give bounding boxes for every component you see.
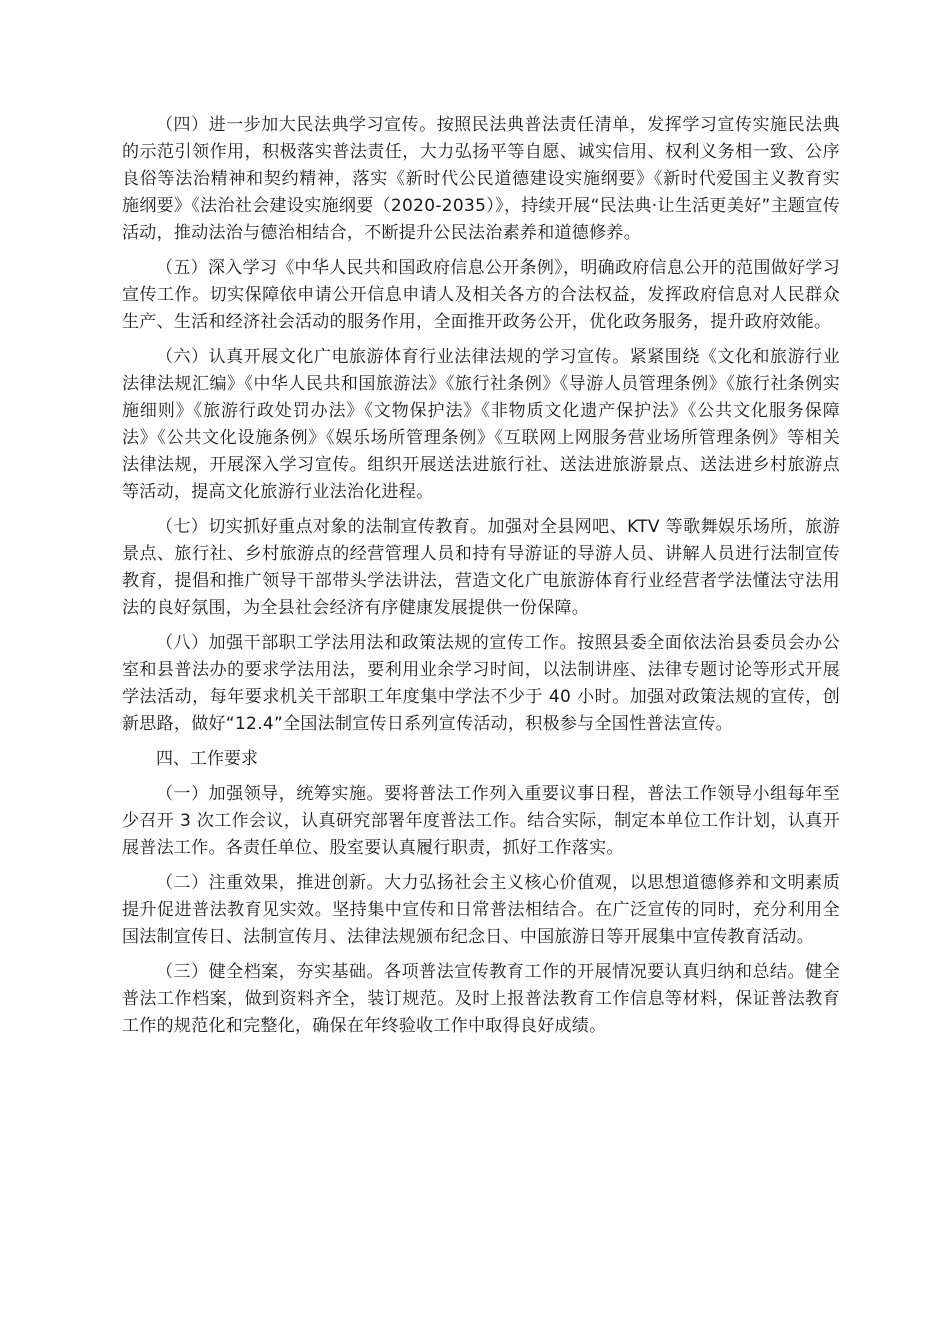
paragraph-4: （四）进一步加大民法典学习宣传。按照民法典普法责任清单，发挥学习宣传实施民法典的示范引领作用，积极落实普法责任，大力弘扬平等自愿、诚实信用、权利义务相一致、公序良俗等法治精神和契约精神，落实《新时代公民道德建设实施纲要》《新时代爱国主义教育实施纲要》《法治社会建设实施纲要（2020-2035）》，持续开展“民法典·让生活更美好”主题宣传活动，推动法治与德治相结合，不断提升公民法治素养和道德修养。 <box>122 115 840 243</box>
requirement-1: （一）加强领导，统筹实施。要将普法工作列入重要议事日程，普法工作领导小组每年至少召开 3 次工作会议，认真研究部署年度普法工作。结合实际，制定本单位工作计划，认真开展普法工作。各责任单位、股室要认真履行职责，抓好工作落实。 <box>122 784 840 858</box>
paragraph-8: （八）加强干部职工学法用法和政策法规的宣传工作。按照县委全面依法治县委员会办公室和县普法办的要求学法用法，要利用业余学习时间，以法制讲座、法律专题讨论等形式开展学法活动，每年要求机关干部职工年度集中学法不少于 40 小时。加强对政策法规的宣传，创新思路，做好“12.4”全国法制宣传日系列宣传活动，积极参与全国性普法宣传。 <box>122 633 840 734</box>
requirement-3: （三）健全档案，夯实基础。各项普法宣传教育工作的开展情况要认真归纳和总结。健全普法工作档案，做到资料齐全，装订规范。及时上报普法教育工作信息等材料，保证普法教育工作的规范化和完整化，确保在年终验收工作中取得良好成绩。 <box>122 962 840 1036</box>
paragraph-5: （五）深入学习《中华人民共和国政府信息公开条例》，明确政府信息公开的范围做好学习宣传工作。切实保障依申请公开信息申请人及相关各方的合法权益，发挥政府信息对人民群众生产、生活和经济社会活动的服务作用，全面推开政务公开，优化政务服务，提升政府效能。 <box>122 258 840 332</box>
paragraph-7: （七）切实抓好重点对象的法制宣传教育。加强对全县网吧、KTV 等歌舞娱乐场所，旅游景点、旅行社、乡村旅游点的经营管理人员和持有导游证的导游人员、讲解人员进行法制宣传教育，提倡和推广领导干部带头学法讲法，营造文化广电旅游体育行业经营者学法懂法守法用法的良好氛围，为全县社会经济有序健康发展提供一份保障。 <box>122 517 840 618</box>
requirement-2: （二）注重效果，推进创新。大力弘扬社会主义核心价值观，以思想道德修养和文明素质提升促进普法教育见实效。坚持集中宣传和日常普法相结合。在广泛宣传的同时，充分利用全国法制宣传日、法制宣传月、法律法规颁布纪念日、中国旅游日等开展集中宣传教育活动。 <box>122 873 840 947</box>
section-heading: 四、工作要求 <box>156 749 258 769</box>
paragraph-6: （六）认真开展文化广电旅游体育行业法律法规的学习宣传。紧紧围绕《文化和旅游行业法律法规汇编》《中华人民共和国旅游法》《旅行社条例》《导游人员管理条例》《旅行社条例实施细则》《旅游行政处罚办法》《文物保护法》《非物质文化遗产保护法》《公共文化服务保障法》《公共文化设施条例》《娱乐场所管理条例》《互联网上网服务营业场所管理条例》等相关法律法规，开展深入学习宣传。组织开展送法进旅行社、送法进旅游景点、送法进乡村旅游点等活动，提高文化旅游行业法治化进程。 <box>122 347 840 502</box>
document-body <box>122 112 840 1048</box>
